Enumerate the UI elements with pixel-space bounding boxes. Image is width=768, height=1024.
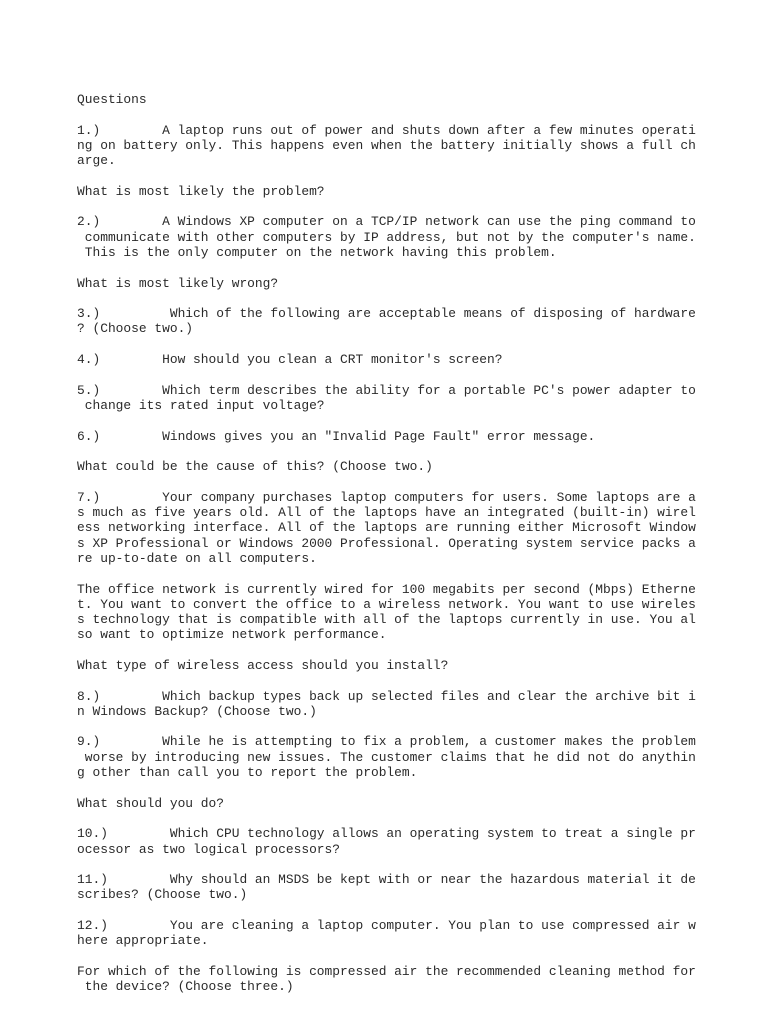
text-line: ? (Choose two.) [77, 321, 194, 337]
document-heading [77, 92, 697, 107]
text-line: re up-to-date on all computers. [77, 550, 317, 566]
text-line: 3.) Which of the following are acceptable means of disposing of hardware [77, 306, 696, 322]
text-line: Questions [77, 92, 147, 107]
text-line: t. You want to convert the office to a wireless network. You want to use wireles [77, 596, 696, 612]
text-line: worse by introducing new issues. The customer claims that he did not do anythin [77, 749, 696, 765]
document-paragraph [77, 306, 697, 337]
text-line: the device? (Choose three.) [77, 979, 294, 995]
document-paragraph [77, 689, 697, 720]
text-line: 8.) Which backup types back up selected files and clear the archive bit i [77, 688, 696, 704]
text-line: The office network is currently wired for 100 megabits per second (Mbps) Etherne [77, 581, 696, 597]
text-line: What is most likely wrong? [77, 275, 279, 291]
text-line: 9.) While he is attempting to fix a problem, a customer makes the problem [77, 734, 696, 750]
document-paragraph [77, 276, 697, 291]
document-paragraph [77, 429, 697, 444]
text-line: What could be the cause of this? (Choose two.) [77, 459, 433, 475]
document-paragraph [77, 826, 697, 857]
document-paragraph [77, 352, 697, 367]
text-line: scribes? (Choose two.) [77, 887, 248, 903]
text-line: 5.) Which term describes the ability for a portable PC's power adapter to [77, 382, 696, 398]
text-line: 7.) Your company purchases laptop computers for users. Some laptops are a [77, 489, 696, 505]
document-paragraph [77, 734, 697, 780]
text-line: For which of the following is compressed air the recommended cleaning method for [77, 963, 696, 979]
text-line: change its rated input voltage? [77, 397, 325, 413]
document-paragraph [77, 214, 697, 260]
text-line: This is the only computer on the network having this problem. [77, 244, 557, 260]
text-line: 2.) A Windows XP computer on a TCP/IP network can use the ping command to [77, 214, 696, 230]
document-paragraph [77, 184, 697, 199]
document-paragraph [77, 872, 697, 903]
text-line: communicate with other computers by IP address, but not by the computer's name. [77, 229, 696, 245]
document-paragraph [77, 964, 697, 995]
text-line: 4.) How should you clean a CRT monitor's screen? [77, 352, 503, 368]
text-line: g other than call you to report the problem. [77, 765, 418, 781]
text-line: 6.) Windows gives you an "Invalid Page Fault" error message. [77, 428, 596, 444]
document-paragraph [77, 658, 697, 673]
document-paragraph [77, 796, 697, 811]
text-line: arge. [77, 153, 116, 169]
document-paragraph [77, 459, 697, 474]
text-line: s technology that is compatible with all of the laptops currently in use. You al [77, 612, 696, 628]
text-line: here appropriate. [77, 933, 209, 949]
text-line: 12.) You are cleaning a laptop computer. You plan to use compressed air w [77, 918, 696, 934]
text-line: 1.) A laptop runs out of power and shuts down after a few minutes operati [77, 122, 696, 138]
document-paragraph [77, 918, 697, 949]
text-line: n Windows Backup? (Choose two.) [77, 703, 317, 719]
document-paragraph [77, 123, 697, 169]
text-line: so want to optimize network performance. [77, 627, 387, 643]
text-line: ess networking interface. All of the laptops are running either Microsoft Window [77, 520, 696, 536]
text-line: ocessor as two logical processors? [77, 841, 341, 857]
document-paragraph [77, 582, 697, 643]
text-line: What type of wireless access should you install? [77, 657, 449, 673]
document-page [77, 92, 697, 1010]
text-line: What is most likely the problem? [77, 183, 325, 199]
text-line: s XP Professional or Windows 2000 Professional. Operating system service packs a [77, 535, 696, 551]
text-line: What should you do? [77, 795, 224, 811]
document-paragraph [77, 383, 697, 414]
text-line: s much as five years old. All of the laptops have an integrated (built-in) wirel [77, 505, 696, 521]
document-paragraph [77, 490, 697, 566]
text-line: 11.) Why should an MSDS be kept with or near the hazardous material it de [77, 872, 696, 888]
text-line: ng on battery only. This happens even when the battery initially shows a full ch [77, 137, 696, 153]
text-line: 10.) Which CPU technology allows an operating system to treat a single pr [77, 826, 696, 842]
